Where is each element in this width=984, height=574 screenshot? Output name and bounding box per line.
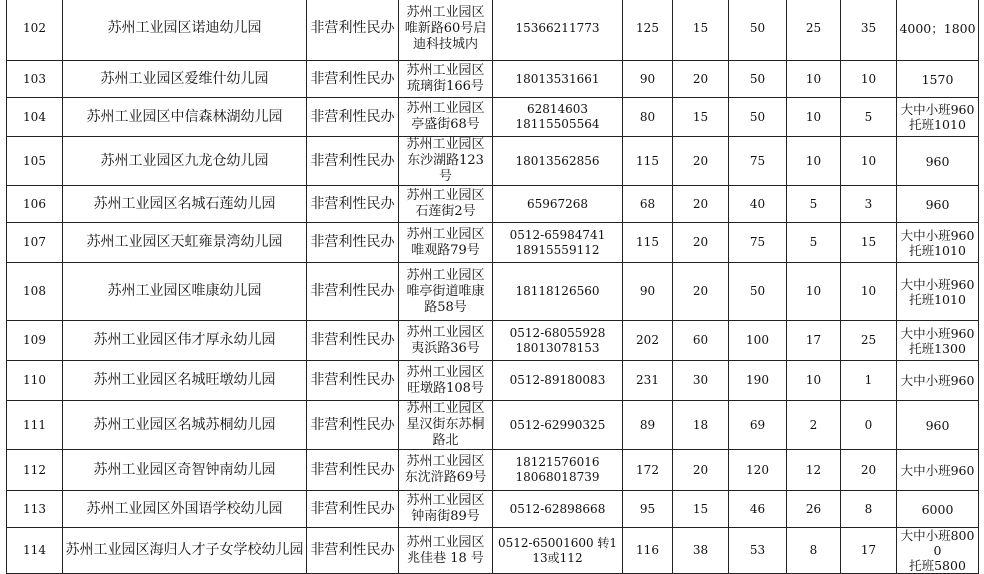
fee-cell: 6000 <box>897 491 979 528</box>
fee-cell: 大中小班960 <box>897 450 979 491</box>
address-cell: 苏州工业园区唯亭街道唯康路58号 <box>399 263 493 321</box>
row-number-cell: 108 <box>7 263 63 321</box>
address-cell: 苏州工业园区东沙湖路123号 <box>399 137 493 186</box>
school-type-cell: 非营利性民办 <box>307 528 399 574</box>
kindergarten-name-cell: 苏州工业园区名城旺墩幼儿园 <box>63 361 307 401</box>
count-col2-cell: 60 <box>673 321 729 361</box>
count-col3-cell: 53 <box>729 528 787 574</box>
count-col4-cell: 2 <box>787 401 841 450</box>
count-col4-cell: 10 <box>787 137 841 186</box>
row-number-cell: 105 <box>7 137 63 186</box>
count-total-cell: 115 <box>623 137 673 186</box>
count-col4-cell: 26 <box>787 491 841 528</box>
count-col3-cell: 50 <box>729 263 787 321</box>
row-number-cell: 114 <box>7 528 63 574</box>
count-total-cell: 116 <box>623 528 673 574</box>
count-col2-cell: 15 <box>673 491 729 528</box>
address-cell: 苏州工业园区钟南街89号 <box>399 491 493 528</box>
count-total-cell: 172 <box>623 450 673 491</box>
fee-cell: 960 <box>897 401 979 450</box>
count-col4-cell: 17 <box>787 321 841 361</box>
address-cell: 苏州工业园区唯观路79号 <box>399 223 493 263</box>
school-type-cell: 非营利性民办 <box>307 401 399 450</box>
row-number-cell: 112 <box>7 450 63 491</box>
count-col4-cell: 8 <box>787 528 841 574</box>
count-col4-cell: 5 <box>787 186 841 223</box>
address-cell: 苏州工业园区亭盛街68号 <box>399 98 493 137</box>
count-col4-cell: 10 <box>787 361 841 401</box>
count-total-cell: 90 <box>623 61 673 98</box>
count-col3-cell: 190 <box>729 361 787 401</box>
count-col2-cell: 15 <box>673 98 729 137</box>
table-row <box>7 491 979 528</box>
fee-cell: 大中小班960 托班1010 <box>897 223 979 263</box>
school-type-cell: 非营利性民办 <box>307 321 399 361</box>
row-number-cell: 111 <box>7 401 63 450</box>
count-col5-cell: 5 <box>841 98 897 137</box>
school-type-cell: 非营利性民办 <box>307 361 399 401</box>
count-col3-cell: 50 <box>729 0 787 61</box>
count-col2-cell: 20 <box>673 186 729 223</box>
table-row <box>7 98 979 137</box>
count-col2-cell: 38 <box>673 528 729 574</box>
count-col2-cell: 20 <box>673 223 729 263</box>
fee-cell: 1570 <box>897 61 979 98</box>
count-col4-cell: 10 <box>787 98 841 137</box>
phone-cell: 15366211773 <box>493 0 623 61</box>
count-total-cell: 231 <box>623 361 673 401</box>
kindergarten-name-cell: 苏州工业园区海归人才子女学校幼儿园 <box>63 528 307 574</box>
row-number-cell: 107 <box>7 223 63 263</box>
phone-cell: 0512-62898668 <box>493 491 623 528</box>
kindergarten-name-cell: 苏州工业园区外国语学校幼儿园 <box>63 491 307 528</box>
address-cell: 苏州工业园区琉璃街166号 <box>399 61 493 98</box>
kindergarten-name-cell: 苏州工业园区诺迪幼儿园 <box>63 0 307 61</box>
count-col2-cell: 20 <box>673 450 729 491</box>
count-col5-cell: 10 <box>841 263 897 321</box>
count-col5-cell: 15 <box>841 223 897 263</box>
count-col3-cell: 46 <box>729 491 787 528</box>
count-col3-cell: 50 <box>729 61 787 98</box>
count-col5-cell: 17 <box>841 528 897 574</box>
school-type-cell: 非营利性民办 <box>307 0 399 61</box>
count-total-cell: 125 <box>623 0 673 61</box>
count-col5-cell: 35 <box>841 0 897 61</box>
school-type-cell: 非营利性民办 <box>307 186 399 223</box>
kindergarten-name-cell: 苏州工业园区九龙仓幼儿园 <box>63 137 307 186</box>
school-type-cell: 非营利性民办 <box>307 61 399 98</box>
count-col4-cell: 12 <box>787 450 841 491</box>
table-row <box>7 223 979 263</box>
table-row <box>7 186 979 223</box>
fee-cell: 大中小班960 <box>897 361 979 401</box>
count-col3-cell: 50 <box>729 98 787 137</box>
count-total-cell: 115 <box>623 223 673 263</box>
count-col5-cell: 8 <box>841 491 897 528</box>
school-type-cell: 非营利性民办 <box>307 137 399 186</box>
count-col3-cell: 69 <box>729 401 787 450</box>
row-number-cell: 104 <box>7 98 63 137</box>
phone-cell: 0512-65001600 转113或112 <box>493 528 623 574</box>
count-col5-cell: 10 <box>841 61 897 98</box>
fee-cell: 大中小班960 托班1010 <box>897 98 979 137</box>
count-col5-cell: 20 <box>841 450 897 491</box>
address-cell: 苏州工业园区兆佳巷 18 号 <box>399 528 493 574</box>
count-col3-cell: 40 <box>729 186 787 223</box>
fee-cell: 960 <box>897 186 979 223</box>
table-body <box>7 0 979 574</box>
table-row <box>7 450 979 491</box>
phone-cell: 18118126560 <box>493 263 623 321</box>
count-col3-cell: 100 <box>729 321 787 361</box>
count-col2-cell: 18 <box>673 401 729 450</box>
count-col5-cell: 3 <box>841 186 897 223</box>
count-col2-cell: 20 <box>673 137 729 186</box>
count-col5-cell: 0 <box>841 401 897 450</box>
table-row <box>7 137 979 186</box>
table-row <box>7 263 979 321</box>
row-number-cell: 106 <box>7 186 63 223</box>
table-row <box>7 528 979 574</box>
phone-cell: 0512-68055928 18013078153 <box>493 321 623 361</box>
count-col3-cell: 75 <box>729 137 787 186</box>
kindergarten-name-cell: 苏州工业园区名城苏桐幼儿园 <box>63 401 307 450</box>
table-row <box>7 361 979 401</box>
row-number-cell: 109 <box>7 321 63 361</box>
phone-cell: 18121576016 18068018739 <box>493 450 623 491</box>
count-col4-cell: 10 <box>787 263 841 321</box>
count-total-cell: 68 <box>623 186 673 223</box>
phone-cell: 0512-89180083 <box>493 361 623 401</box>
school-type-cell: 非营利性民办 <box>307 491 399 528</box>
count-col3-cell: 75 <box>729 223 787 263</box>
fee-cell: 大中小班960 托班1010 <box>897 263 979 321</box>
table-row <box>7 401 979 450</box>
fee-cell: 大中小班8000 托班5800 <box>897 528 979 574</box>
count-col2-cell: 20 <box>673 263 729 321</box>
row-number-cell: 103 <box>7 61 63 98</box>
table-row <box>7 0 979 61</box>
count-col5-cell: 10 <box>841 137 897 186</box>
count-total-cell: 202 <box>623 321 673 361</box>
table-row <box>7 321 979 361</box>
count-col4-cell: 25 <box>787 0 841 61</box>
count-col4-cell: 10 <box>787 61 841 98</box>
count-total-cell: 95 <box>623 491 673 528</box>
school-type-cell: 非营利性民办 <box>307 263 399 321</box>
phone-cell: 65967268 <box>493 186 623 223</box>
address-cell: 苏州工业园区东沈浒路69号 <box>399 450 493 491</box>
kindergarten-table <box>6 0 979 574</box>
phone-cell: 18013531661 <box>493 61 623 98</box>
count-total-cell: 90 <box>623 263 673 321</box>
school-type-cell: 非营利性民办 <box>307 450 399 491</box>
row-number-cell: 113 <box>7 491 63 528</box>
count-col3-cell: 120 <box>729 450 787 491</box>
school-type-cell: 非营利性民办 <box>307 98 399 137</box>
school-type-cell: 非营利性民办 <box>307 223 399 263</box>
count-total-cell: 80 <box>623 98 673 137</box>
address-cell: 苏州工业园区星汉街东苏桐路北 <box>399 401 493 450</box>
address-cell: 苏州工业园区唯新路60号启迪科技城内 <box>399 0 493 61</box>
phone-cell: 18013562856 <box>493 137 623 186</box>
phone-cell: 0512-65984741 18915559112 <box>493 223 623 263</box>
table-row <box>7 61 979 98</box>
kindergarten-name-cell: 苏州工业园区奇智钟南幼儿园 <box>63 450 307 491</box>
kindergarten-name-cell: 苏州工业园区天虹雍景湾幼儿园 <box>63 223 307 263</box>
row-number-cell: 110 <box>7 361 63 401</box>
kindergarten-name-cell: 苏州工业园区伟才厚永幼儿园 <box>63 321 307 361</box>
phone-cell: 0512-62990325 <box>493 401 623 450</box>
address-cell: 苏州工业园区旺墩路108号 <box>399 361 493 401</box>
kindergarten-name-cell: 苏州工业园区唯康幼儿园 <box>63 263 307 321</box>
fee-cell: 960 <box>897 137 979 186</box>
count-col5-cell: 25 <box>841 321 897 361</box>
kindergarten-name-cell: 苏州工业园区中信森林湖幼儿园 <box>63 98 307 137</box>
count-col2-cell: 15 <box>673 0 729 61</box>
address-cell: 苏州工业园区夷浜路36号 <box>399 321 493 361</box>
count-col5-cell: 1 <box>841 361 897 401</box>
count-col2-cell: 30 <box>673 361 729 401</box>
count-total-cell: 89 <box>623 401 673 450</box>
fee-cell: 大中小班960 托班1300 <box>897 321 979 361</box>
kindergarten-name-cell: 苏州工业园区爱维什幼儿园 <box>63 61 307 98</box>
phone-cell: 62814603 18115505564 <box>493 98 623 137</box>
row-number-cell: 102 <box>7 0 63 61</box>
fee-cell: 4000；1800 <box>897 0 979 61</box>
address-cell: 苏州工业园区石莲街2号 <box>399 186 493 223</box>
count-col2-cell: 20 <box>673 61 729 98</box>
kindergarten-name-cell: 苏州工业园区名城石莲幼儿园 <box>63 186 307 223</box>
count-col4-cell: 5 <box>787 223 841 263</box>
